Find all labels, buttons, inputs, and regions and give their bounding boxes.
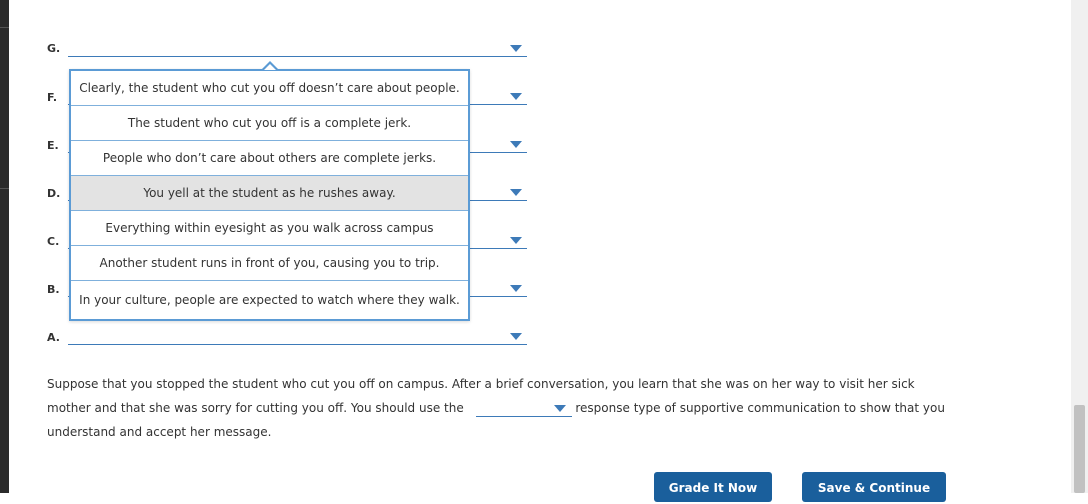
dropdown-option[interactable]: Another student runs in front of you, causing you to trip.	[71, 246, 468, 281]
dropdown-option[interactable]: Clearly, the student who cut you off doesn’t care about people.	[71, 71, 468, 106]
dropdown-option[interactable]: In your culture, people are expected to watch where they walk.	[79, 293, 460, 307]
question-line-2-before: mother and that she was sorry for cutting you off. You should use the	[47, 401, 464, 415]
dropdown-pointer-fill	[264, 64, 276, 70]
chevron-down-icon[interactable]	[510, 141, 522, 148]
row-label-g: G.	[47, 42, 61, 55]
question-line-2-after: response type of supportive communication to show that you	[575, 401, 945, 415]
chevron-down-icon[interactable]	[510, 285, 522, 292]
chevron-down-icon[interactable]	[510, 93, 522, 100]
question-line-1: Suppose that you stopped the student who cut you off on campus. After a brief conversation, you learn that she was on her way to visit her sick	[47, 377, 915, 391]
grade-it-now-button[interactable]: Grade It Now	[654, 472, 772, 502]
save-continue-button[interactable]: Save & Continue	[802, 472, 946, 502]
chevron-down-icon[interactable]	[510, 189, 522, 196]
select-line-a[interactable]	[68, 344, 527, 345]
dropdown-menu[interactable]	[69, 69, 470, 321]
chevron-down-icon[interactable]	[510, 237, 522, 244]
scrollbar-thumb[interactable]	[1074, 405, 1085, 493]
dropdown-option[interactable]: People who don’t care about others are complete jerks.	[71, 141, 468, 176]
dropdown-option[interactable]: Everything within eyesight as you walk across campus	[71, 211, 468, 246]
dropdown-option[interactable]: The student who cut you off is a complete jerk.	[71, 106, 468, 141]
select-line-g[interactable]	[68, 56, 527, 57]
row-label-a: A.	[47, 331, 60, 344]
row-label-f: F.	[47, 91, 58, 104]
chevron-down-icon[interactable]	[510, 333, 522, 340]
row-label-c: C.	[47, 235, 60, 248]
row-label-d: D.	[47, 187, 61, 200]
dropdown-option-highlighted[interactable]: You yell at the student as he rushes away.	[71, 176, 468, 211]
row-label-e: E.	[47, 139, 59, 152]
chevron-down-icon[interactable]	[510, 45, 522, 52]
left-edge-bar	[0, 0, 9, 493]
row-label-b: B.	[47, 283, 60, 296]
question-line-3: understand and accept her message.	[47, 425, 272, 439]
chevron-down-icon[interactable]	[554, 405, 566, 412]
